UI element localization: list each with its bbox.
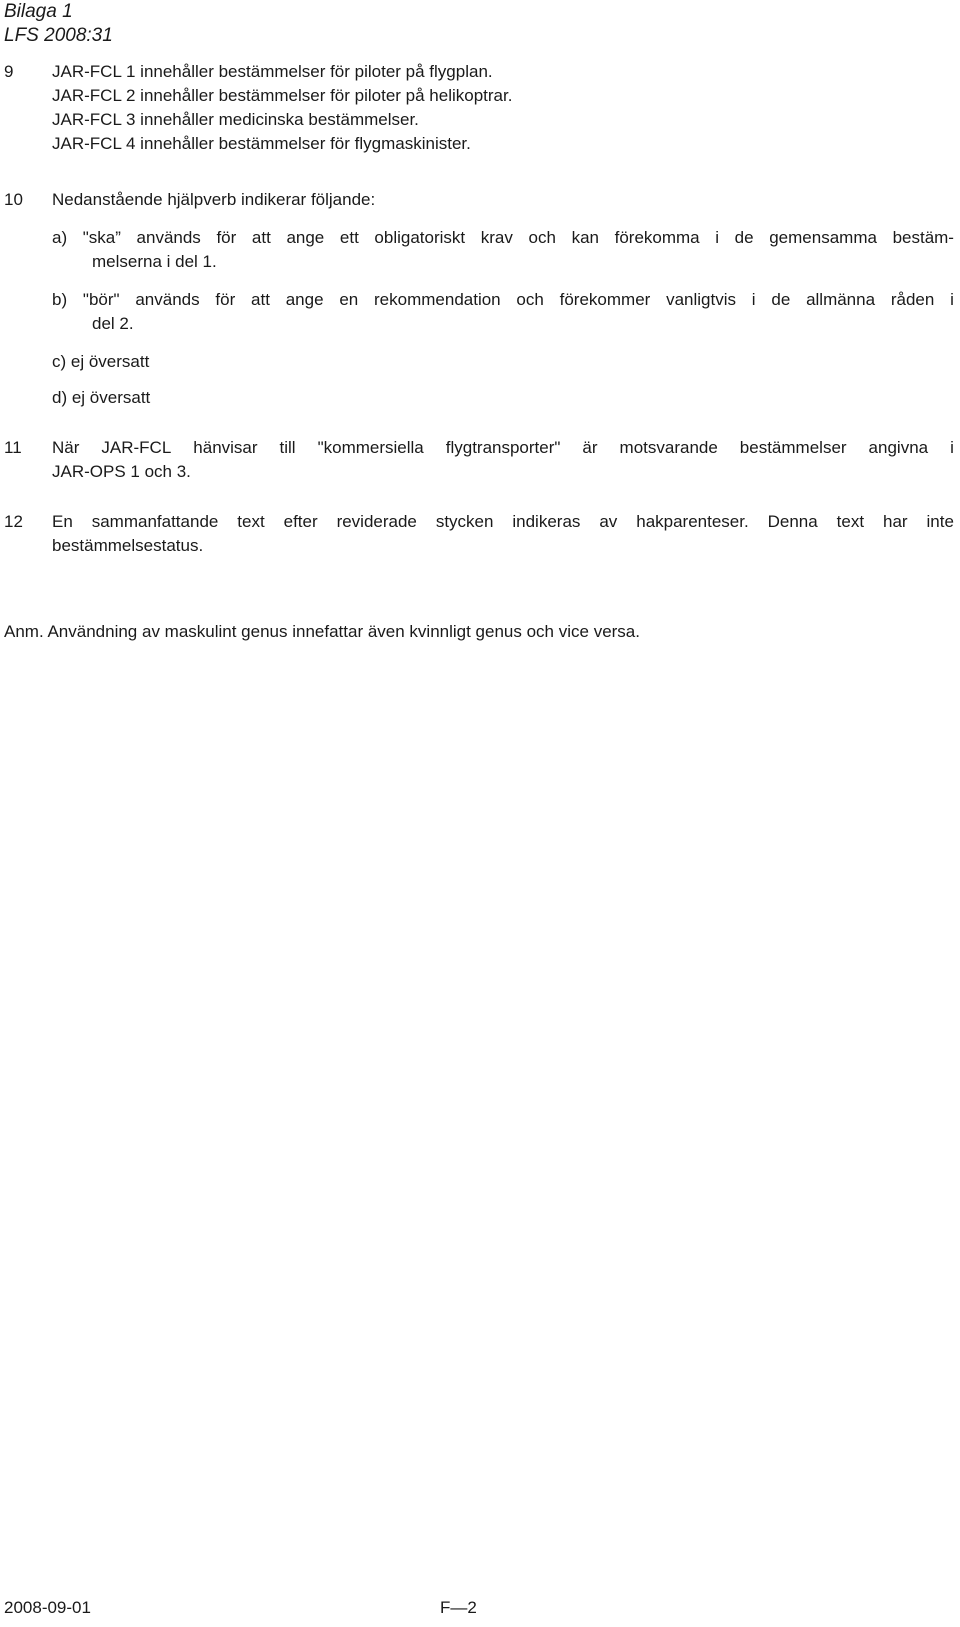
word: efter: [283, 512, 318, 531]
word: b): [52, 290, 68, 309]
word: i: [950, 438, 954, 457]
word: "ska”: [82, 228, 121, 247]
paragraph-line: JAR-FCL 1 innehåller bestämmelser för piloter på flygplan.: [52, 62, 493, 81]
word: indikeras: [512, 512, 581, 531]
header-appendix-label: Bilaga 1: [4, 1, 73, 22]
word: reviderade: [336, 512, 417, 531]
word: angivna: [868, 438, 929, 457]
word: de: [734, 228, 754, 247]
word: i: [751, 290, 756, 309]
paragraph-number: 10: [4, 190, 23, 209]
paragraph-line: JAR-FCL 3 innehåller medicinska bestämmelser.: [52, 110, 419, 129]
word: motsvarande: [619, 438, 718, 457]
list-item-continuation: del 2.: [92, 314, 134, 333]
list-item-text: d) ej översatt: [52, 388, 151, 407]
word: förekommer: [559, 290, 651, 309]
word: a): [52, 228, 68, 247]
word: "kommersiella: [317, 438, 424, 457]
word: vanligtvis: [666, 290, 737, 309]
paragraph-line: bestämmelsestatus.: [52, 536, 204, 555]
word: kan: [571, 228, 599, 247]
list-item-continuation: melserna i del 1.: [92, 252, 217, 271]
word: har: [882, 512, 908, 531]
footer-page-number: F—2: [440, 1598, 477, 1617]
word: gemensamma: [769, 228, 877, 247]
page-header: [4, 0, 113, 48]
paragraph-10: [4, 188, 954, 212]
paragraph-intro: Nedanstående hjälpverb indikerar följande:: [52, 190, 376, 209]
paragraph-number: 11: [4, 438, 22, 457]
list-item-d: [52, 386, 954, 410]
word: flygtransporter": [445, 438, 561, 457]
word: de: [771, 290, 791, 309]
word: att: [251, 228, 271, 247]
word: ange: [286, 228, 325, 247]
paragraph-number: 12: [4, 512, 23, 531]
word: för: [216, 228, 237, 247]
paragraph-12: [4, 510, 954, 558]
paragraph-line: JAR-FCL 2 innehåller bestämmelser för piloter på helikoptrar.: [52, 86, 513, 105]
word: text: [237, 512, 265, 531]
word: att: [251, 290, 270, 309]
paragraph-line: [52, 510, 954, 534]
word: används: [135, 290, 200, 309]
word: och: [528, 228, 556, 247]
list-item-text: [52, 226, 954, 250]
header-regulation-number: LFS 2008:31: [4, 25, 113, 46]
word: "bör": [82, 290, 120, 309]
list-item-text: [52, 288, 954, 312]
word: en: [339, 290, 359, 309]
word: krav: [480, 228, 513, 247]
word: för: [215, 290, 236, 309]
word: och: [516, 290, 544, 309]
word: inte: [926, 512, 954, 531]
paragraph-line: JAR-OPS 1 och 3.: [52, 462, 191, 481]
list-item-b: [52, 288, 954, 336]
word: bestämmelser: [739, 438, 847, 457]
list-item-a: [52, 226, 954, 274]
word: hakparenteser.: [636, 512, 749, 531]
word: råden: [890, 290, 935, 309]
word: förekomma: [614, 228, 700, 247]
gender-note: Anm. Användning av maskulint genus innefattar även kvinnligt genus och vice versa.: [4, 622, 640, 641]
word: sammanfattande: [91, 512, 219, 531]
word: Denna: [767, 512, 818, 531]
word: JAR-FCL: [101, 438, 172, 457]
word: ange: [285, 290, 324, 309]
word: text: [836, 512, 865, 531]
word: i: [715, 228, 720, 247]
word: stycken: [435, 512, 494, 531]
word: bestäm-: [892, 228, 954, 247]
list-item-c: [52, 350, 954, 374]
word: hänvisar: [193, 438, 258, 457]
footer-date: 2008-09-01: [4, 1598, 91, 1617]
word: i: [950, 290, 954, 309]
list-item-text: c) ej översatt: [52, 352, 150, 371]
paragraph-9: [4, 60, 954, 156]
word: När: [52, 438, 80, 457]
word: är: [582, 438, 598, 457]
paragraph-11: [4, 436, 954, 484]
paragraph-line: JAR-FCL 4 innehåller bestämmelser för flygmaskinister.: [52, 134, 471, 153]
paragraph-number: 9: [4, 62, 14, 81]
word: av: [599, 512, 618, 531]
word: rekommendation: [374, 290, 501, 309]
word: obligatoriskt: [374, 228, 466, 247]
word: används: [136, 228, 201, 247]
word: allmänna: [806, 290, 876, 309]
word: En: [52, 512, 73, 531]
word: ett: [339, 228, 359, 247]
paragraph-line: [52, 436, 954, 460]
word: till: [279, 438, 296, 457]
